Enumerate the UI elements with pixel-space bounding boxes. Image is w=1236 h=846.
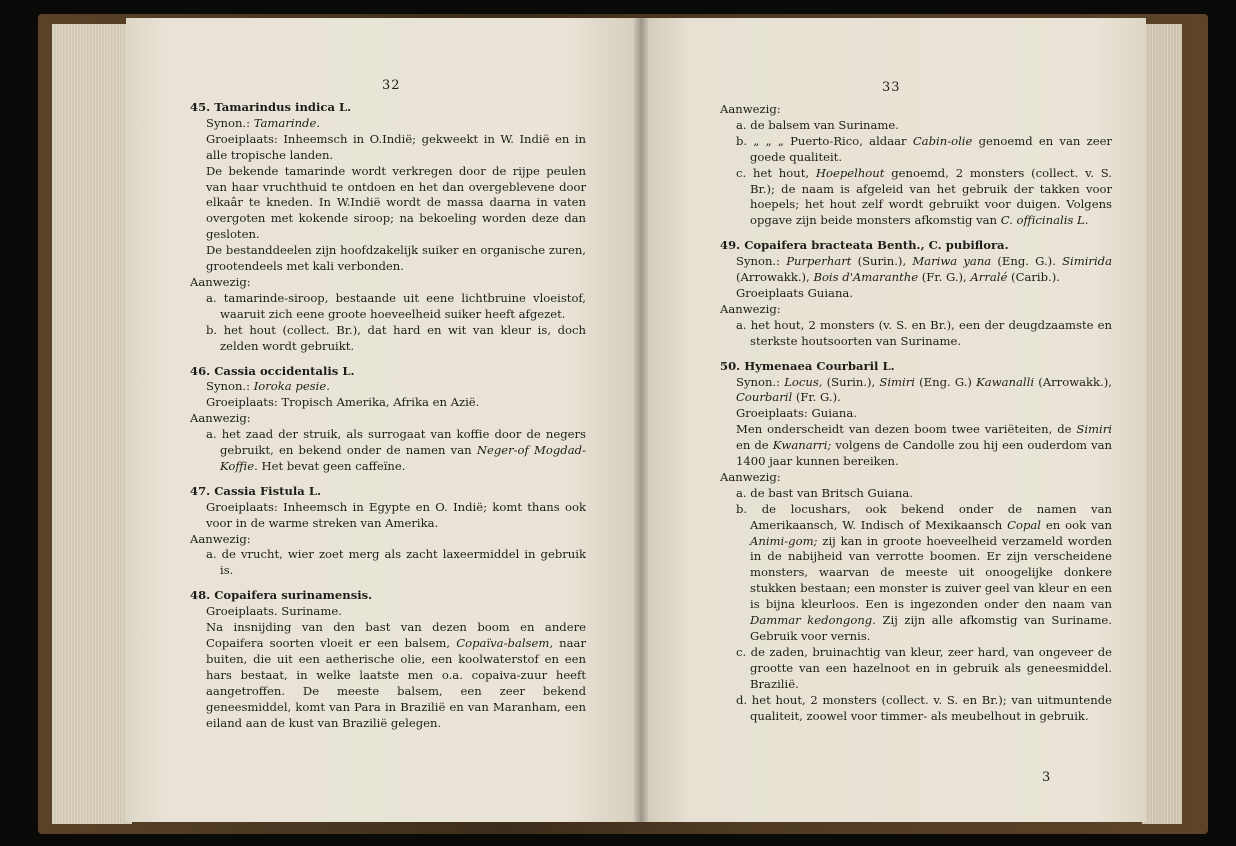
entry-45-aanwezig: Aanwezig: bbox=[190, 274, 251, 289]
entry-50-groeiplaats: Groeiplaats: Guiana. bbox=[736, 406, 857, 421]
entry-49-groeiplaats: Groeiplaats Guiana. bbox=[736, 285, 854, 300]
entry-45-item-b: b. het hout (collect. Br.), dat hard en wit van kleur is, doch zelden wordt gebruikt. bbox=[206, 322, 586, 353]
entry-48-groeiplaats: Groeiplaats. Suriname. bbox=[206, 604, 342, 619]
entry-46-title: 46. Cassia occidentalis L. bbox=[190, 363, 355, 378]
entry-48-paragraph-1: Na insnijding van den bast van dezen boom en andere Copaifera soorten vloeit er een balsem, Copaïva-balsem, naar buiten, die uit een aetherische olie, een koolwaterstof en een hars bestaat, in welke laatste men o.a. copaiva-zuur heeft aangetroffen. De meeste balsem, een zeer bekend geneesmiddel, komt van Para in Brazilië en van Maranham, een eiland aan de kust van Brazilië gelegen. bbox=[206, 620, 586, 730]
entry-48-cont-aanwezig: Aanwezig: bbox=[720, 102, 781, 116]
entry-49-item-a: a. het hout, 2 monsters (v. S. en Br.), een der deugdzaamste en sterkste houtsoorten van Suriname. bbox=[736, 317, 1112, 348]
entry-45-synon: Synon.: Tamarinde. bbox=[206, 115, 321, 130]
entry-47-groeiplaats: Groeiplaats: Inheemsch in Egypte en O. Indië; komt thans ook voor in de warme streken van Amerika. bbox=[206, 499, 586, 530]
entry-50-item-a: a. de bast van Britsch Guiana. bbox=[736, 485, 913, 500]
entry-50-synon: Synon.: Locus, (Surin.), Simiri (Eng. G.) Kawanalli (Arrowakk.), Courbaril (Fr. G.). bbox=[736, 374, 1112, 405]
book-gutter bbox=[634, 18, 648, 822]
entry-48-item-a: a. de balsem van Suriname. bbox=[736, 117, 899, 132]
entry-49-title: 49. Copaifera bracteata Benth., C. pubiflora. bbox=[720, 238, 1009, 253]
entry-49-synon: Synon.: Purperhart (Surin.), Mariwa yana (Eng. G.). Simirida (Arrowakk.), Bois d'Amaranthe (Fr. G.), Arralé (Carib.). bbox=[736, 254, 1113, 285]
signature-mark: 3 bbox=[1042, 770, 1051, 785]
entry-48-title: 48. Copaifera surinamensis. bbox=[190, 588, 373, 603]
entry-46-item-a: a. het zaad der struik, als surrogaat van koffie door de negers gebruikt, en bekend onder de namen van Neger-of Mogdad-Koffie. Het bevat geen caffeïne. bbox=[206, 427, 586, 473]
entry-46-synon: Synon.: Ioroka pesie. bbox=[206, 379, 330, 394]
entry-48-item-c: c. het hout, Hoepelhout genoemd, 2 monsters (collect. v. S. Br.); de naam is afgeleid van het gebruik der takken voor hoepels; het hout zelf wordt gebruikt voor duigen. Volgens opgave zijn beide monsters afkomstig van C. officinalis L. bbox=[736, 165, 1112, 228]
entry-50-title: 50. Hymenaea Courbaril L. bbox=[720, 358, 895, 373]
page-edges-right bbox=[1142, 24, 1182, 824]
entry-50-item-c: c. de zaden, bruinachtig van kleur, zeer hard, van ongeveer de grootte van een hazelnoot en in gebruik als geneesmiddel. Brazilië. bbox=[736, 644, 1112, 691]
entry-50-paragraph-1: Men onderscheidt van dezen boom twee variëteiten, de Simiri en de Kwanarri; volgens de Candolle zou hij een ouderdom van 1400 jaar kunnen bereiken. bbox=[736, 422, 1113, 469]
entry-48-item-b: b. „ „ „ Puerto-Rico, aldaar Cabin-olie genoemd en van zeer goede qualiteit. bbox=[736, 133, 1112, 164]
entry-45-groeiplaats: Groeiplaats: Inheemsch in O.Indië; gekweekt in W. Indië en in alle tropische landen. bbox=[206, 131, 586, 162]
entry-47-title: 47. Cassia Fistula L. bbox=[190, 483, 322, 498]
page-edges-left bbox=[52, 24, 132, 824]
entry-46-aanwezig: Aanwezig: bbox=[190, 411, 251, 426]
entry-47-item-a: a. de vrucht, wier zoet merg als zacht laxeermiddel in gebruik is. bbox=[206, 547, 586, 578]
entry-45-item-a: a. tamarinde-siroop, bestaande uit eene lichtbruine vloeistof, waaruit zich eene groote hoeveelheid suiker heeft afgezet. bbox=[206, 290, 586, 321]
entry-49-aanwezig: Aanwezig: bbox=[720, 301, 781, 316]
entry-47-aanwezig: Aanwezig: bbox=[190, 531, 251, 546]
entry-50-item-b: b. de locushars, ook bekend onder de namen van Amerikaansch, W. Indisch of Mexikaansch Copal en ook van Animi-gom; zij kan in groote hoeveelheid verzameld worden in de nabijheid van verrotte boomen. Er zijn verscheidene monsters, waarvan de meeste uit onoogelijke donkere stukken bestaan; een monster is zuiver geel van kleur en een is bijna kleurloos. Een is ingezonden onder den naam van Dammar kedongong. Zij zijn alle afkomstig van Suriname. Gebruik voor vernis. bbox=[736, 501, 1112, 643]
entry-50-item-d: d. het hout, 2 monsters (collect. v. S. en Br.); van uitmuntende qualiteit, zoowel voor timmer- als meubelhout in gebruik. bbox=[736, 692, 1112, 723]
entry-45-paragraph-2: De bestanddeelen zijn hoofdzakelijk suiker en organische zuren, grootendeels met kali verbonden. bbox=[206, 243, 586, 274]
entry-46-groeiplaats: Groeiplaats: Tropisch Amerika, Afrika en Azië. bbox=[206, 395, 480, 410]
right-text-column bbox=[720, 102, 1112, 724]
left-text-column bbox=[190, 100, 586, 731]
entry-50-aanwezig: Aanwezig: bbox=[720, 469, 781, 484]
left-page-number: 32 bbox=[382, 78, 401, 93]
entry-45-title: 45. Tamarindus indica L. bbox=[190, 100, 352, 114]
entry-45-paragraph-1: De bekende tamarinde wordt verkregen door de rijpe peulen van haar vruchthuid te ontdoen en het dan overgeblevene door elkaâr te kneden. In W.Indië wordt de massa daarna in vaten overgoten met kokende siroop; na bekoeling worden deze dan gesloten. bbox=[206, 163, 586, 242]
right-page-number: 33 bbox=[882, 80, 901, 95]
